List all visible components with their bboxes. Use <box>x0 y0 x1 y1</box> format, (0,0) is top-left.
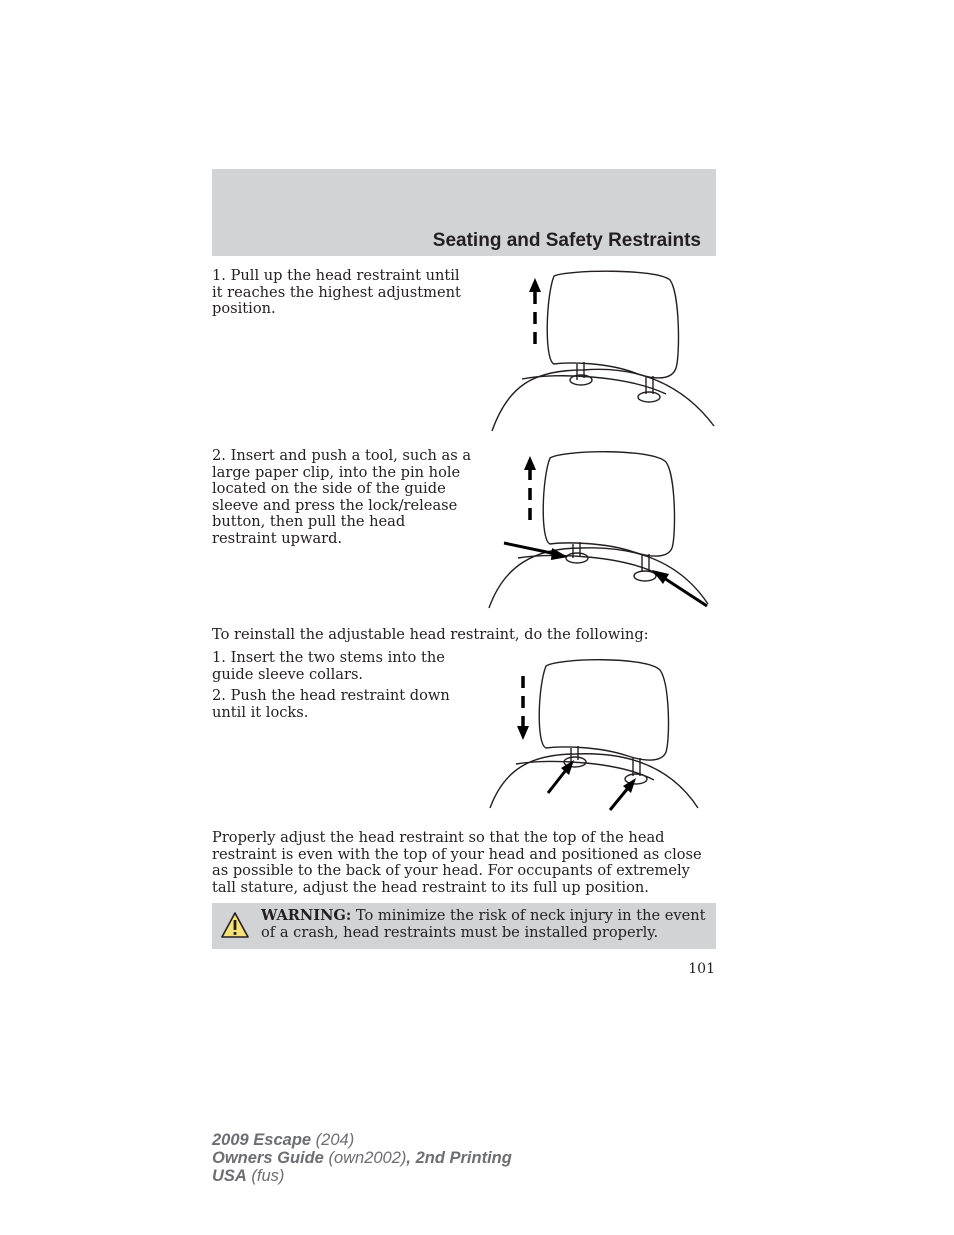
left-collar-arrow-icon <box>548 770 566 793</box>
step-1-text: 1. Pull up the head restraint until it reaches the highest adjustment position. <box>212 267 461 317</box>
right-collar-arrow-icon <box>610 788 628 810</box>
reinstall-intro-text: To reinstall the adjustable head restraint, do the following: <box>212 626 649 643</box>
seat-back-seam <box>522 376 666 394</box>
adjustment-paragraph <box>212 830 716 896</box>
warning-label: WARNING: <box>261 907 352 924</box>
head-restraint-install-figure <box>486 656 704 812</box>
document-footer <box>212 1131 512 1185</box>
head-restraint-cushion <box>547 271 678 378</box>
adjustment-paragraph-text: Properly adjust the head restraint so that the top of the head restraint is even with the top of your head and positioned as close as possible to the back of your head. For occupants of extremely tall stature, adjust the head restraint to its full up position. <box>212 829 702 896</box>
footer-line-1: 2009 Escape (204) <box>212 1131 355 1149</box>
footer-line-3: USA (fus) <box>212 1167 285 1185</box>
reinstall-intro <box>212 627 716 644</box>
section-header-band <box>212 169 716 256</box>
step-2-release-tool <box>212 448 474 547</box>
right-guide-sleeve <box>634 571 656 581</box>
head-restraint-raise-figure <box>488 266 718 436</box>
right-guide-sleeve <box>638 392 660 402</box>
step-2-text: 2. Insert and push a tool, such as a large paper clip, into the pin hole located on the side of the guide sleeve and press the lock/release button, then pull the head restraint upward. <box>212 447 472 547</box>
seat-back-seam <box>518 555 662 576</box>
warning-box <box>212 903 716 949</box>
head-restraint-cushion <box>543 452 674 556</box>
down-arrow-icon <box>517 676 529 740</box>
right-guide-sleeve <box>625 774 647 784</box>
left-guide-sleeve <box>566 553 588 563</box>
page-number: 101 <box>688 961 715 977</box>
section-title: Seating and Safety Restraints <box>432 230 701 251</box>
step-1-pull-up <box>212 268 474 318</box>
footer-line-2: Owners Guide (own2002), 2nd Printing <box>212 1149 512 1167</box>
reinstall-step-2 <box>212 688 462 721</box>
left-tool-arrow-icon <box>504 543 556 554</box>
reinstall-step-1-text: 1. Insert the two stems into the guide sleeve collars. <box>212 649 445 683</box>
up-arrow-icon <box>529 278 541 344</box>
right-tool-arrow-icon <box>664 578 707 606</box>
left-stem <box>577 362 584 380</box>
warning-triangle-icon <box>220 911 250 939</box>
reinstall-step-1 <box>212 650 462 683</box>
reinstall-step-2-text: 2. Push the head restraint down until it locks. <box>212 687 450 721</box>
warning-text: To minimize the risk of neck injury in the event of a crash, head restraints must be installed properly. <box>261 907 706 941</box>
seat-back-outline <box>490 754 698 808</box>
head-restraint-release-figure <box>486 446 718 612</box>
up-arrow-icon <box>524 456 536 520</box>
head-restraint-cushion <box>539 660 668 760</box>
warning-message <box>261 907 711 941</box>
